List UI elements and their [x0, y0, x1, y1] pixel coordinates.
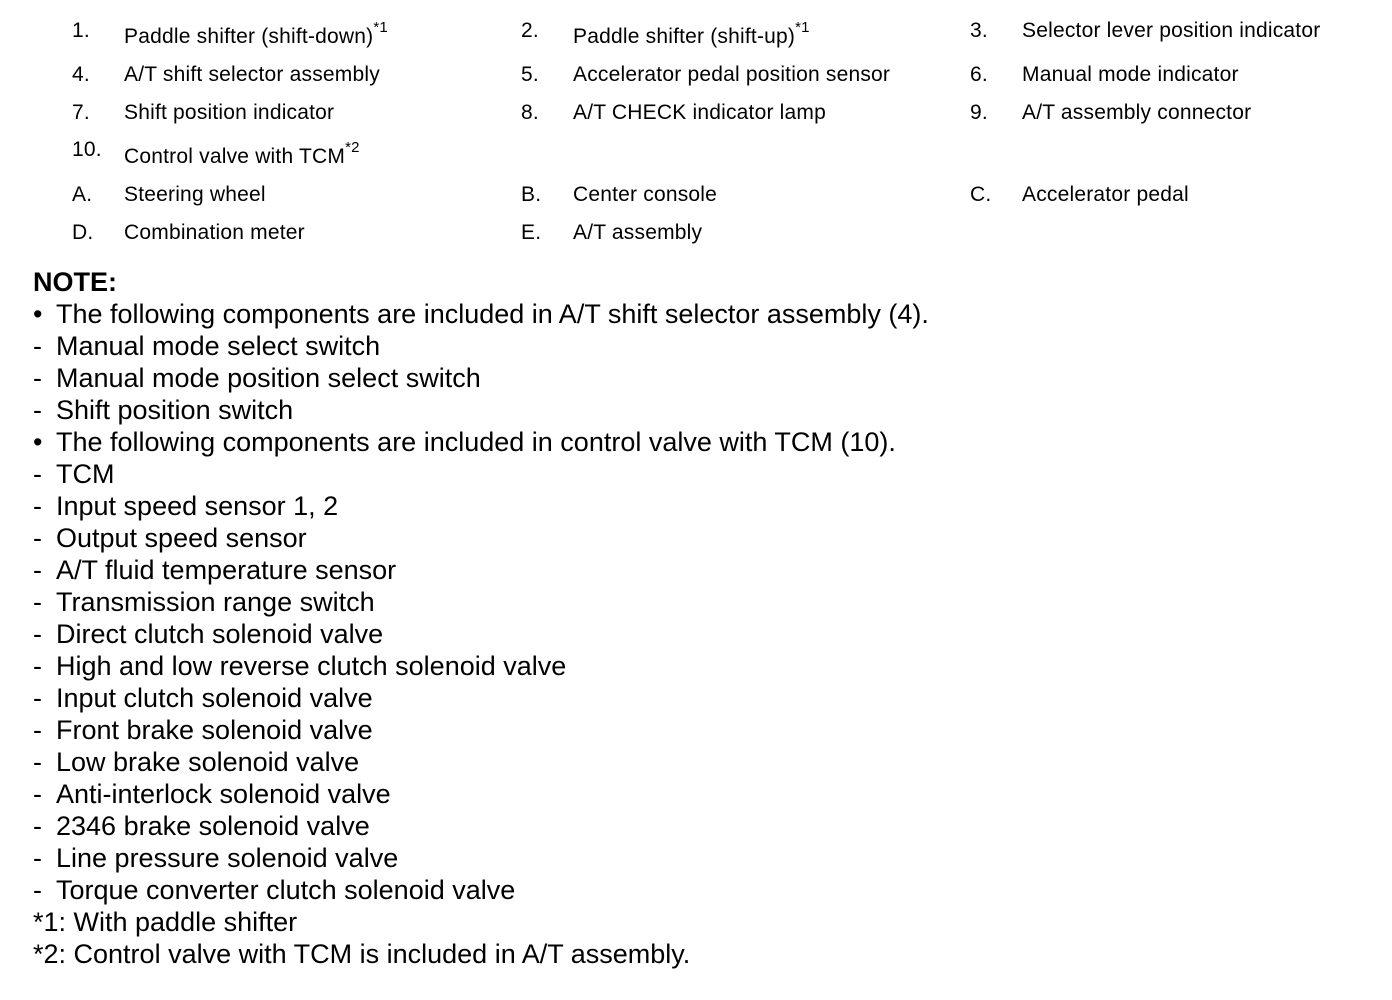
legend-label-text: Control valve with TCM — [124, 145, 346, 168]
note-subitem — [33, 810, 1373, 842]
legend-footnote-ref: *1 — [795, 19, 810, 36]
note-text: TCM — [56, 459, 115, 489]
note-text: Input clutch solenoid valve — [56, 683, 373, 713]
note-text: Torque converter clutch solenoid valve — [56, 875, 516, 905]
note-text: The following components are included in control valve with TCM (10). — [56, 427, 896, 457]
bullet-marker: • — [33, 299, 43, 329]
note-subitem — [33, 554, 1373, 586]
note-subitem — [33, 362, 1373, 394]
legend-label-text: Paddle shifter (shift-down) — [124, 25, 374, 48]
dash-marker: - — [33, 555, 42, 585]
legend-label: A/T CHECK indicator lamp — [573, 101, 826, 124]
legend-footnote-ref: *1 — [373, 19, 388, 36]
dash-marker: - — [33, 331, 42, 361]
legend-footnote-ref: *2 — [345, 139, 360, 156]
note-text: Manual mode select switch — [56, 331, 381, 361]
legend-number: 7. — [72, 101, 90, 124]
legend-number: 8. — [521, 101, 539, 124]
dash-marker: - — [33, 459, 42, 489]
note-text: Line pressure solenoid valve — [56, 843, 399, 873]
legend-letter: A. — [72, 183, 93, 206]
legend-number: 1. — [72, 19, 90, 42]
note-text: Anti-interlock solenoid valve — [56, 779, 391, 809]
dash-marker: - — [33, 587, 42, 617]
note-text: Input speed sensor 1, 2 — [56, 491, 339, 521]
note-text: Shift position switch — [56, 395, 294, 425]
legend-label: Selector lever position indicator — [1022, 19, 1321, 42]
dash-marker: - — [33, 395, 42, 425]
legend-label: Accelerator pedal position sensor — [573, 63, 891, 86]
note-text: Front brake solenoid valve — [56, 715, 373, 745]
note-text: High and low reverse clutch solenoid valve — [56, 651, 567, 681]
legend-label — [573, 19, 810, 49]
note-section — [33, 266, 1373, 970]
note-subitem — [33, 842, 1373, 874]
legend-number: 2. — [521, 19, 539, 42]
legend-label: Center console — [573, 183, 718, 206]
dash-marker: - — [33, 875, 42, 905]
legend-label: A/T shift selector assembly — [124, 63, 380, 86]
dash-marker: - — [33, 715, 42, 745]
legend-label: Steering wheel — [124, 183, 266, 206]
legend-number: 9. — [970, 101, 988, 124]
legend-label — [124, 139, 360, 169]
dash-marker: - — [33, 651, 42, 681]
footnote-2: *2: Control valve with TCM is included in A/T assembly. — [33, 939, 691, 969]
note-subitem — [33, 458, 1373, 490]
bullet-marker: • — [33, 427, 43, 457]
note-subitem — [33, 874, 1373, 906]
legend-label: A/T assembly — [573, 221, 703, 244]
note-subitem — [33, 618, 1373, 650]
legend-number: 4. — [72, 63, 90, 86]
dash-marker: - — [33, 811, 42, 841]
legend-label: A/T assembly connector — [1022, 101, 1252, 124]
dash-marker: - — [33, 491, 42, 521]
legend-number: 3. — [970, 19, 988, 42]
legend-label: Accelerator pedal — [1022, 183, 1189, 206]
note-text: Output speed sensor — [56, 523, 307, 553]
legend-label-text: Paddle shifter (shift-up) — [573, 25, 796, 48]
legend-letter: D. — [72, 221, 94, 244]
legend-number: 10. — [72, 138, 102, 161]
note-subitem — [33, 778, 1373, 810]
dash-marker: - — [33, 843, 42, 873]
note-subitem — [33, 650, 1373, 682]
note-subitem — [33, 330, 1373, 362]
note-subitem — [33, 586, 1373, 618]
dash-marker: - — [33, 523, 42, 553]
legend-number: 6. — [970, 63, 988, 86]
legend-label — [124, 19, 388, 49]
note-text: Direct clutch solenoid valve — [56, 619, 384, 649]
legend-letter: C. — [970, 183, 992, 206]
legend-letter: E. — [521, 221, 542, 244]
dash-marker: - — [33, 747, 42, 777]
dash-marker: - — [33, 363, 42, 393]
note-text: Manual mode position select switch — [56, 363, 481, 393]
note-heading: NOTE: — [33, 267, 117, 297]
note-subitem — [33, 714, 1373, 746]
note-subitem — [33, 746, 1373, 778]
legend-letter: B. — [521, 183, 542, 206]
note-subitem — [33, 682, 1373, 714]
note-subitem — [33, 490, 1373, 522]
note-text: A/T fluid temperature sensor — [56, 555, 397, 585]
note-bullet — [33, 298, 1373, 330]
dash-marker: - — [33, 619, 42, 649]
legend-number: 5. — [521, 63, 539, 86]
dash-marker: - — [33, 779, 42, 809]
note-bullet — [33, 426, 1373, 458]
note-text: Low brake solenoid valve — [56, 747, 360, 777]
legend-label: Combination meter — [124, 221, 305, 244]
footnote-1: *1: With paddle shifter — [33, 907, 298, 937]
dash-marker: - — [33, 683, 42, 713]
note-subitem — [33, 522, 1373, 554]
note-text: The following components are included in A/T shift selector assembly (4). — [56, 299, 929, 329]
legend-label: Shift position indicator — [124, 101, 335, 124]
note-subitem — [33, 394, 1373, 426]
legend-label: Manual mode indicator — [1022, 63, 1239, 86]
note-text: Transmission range switch — [56, 587, 375, 617]
note-text: 2346 brake solenoid valve — [56, 811, 370, 841]
